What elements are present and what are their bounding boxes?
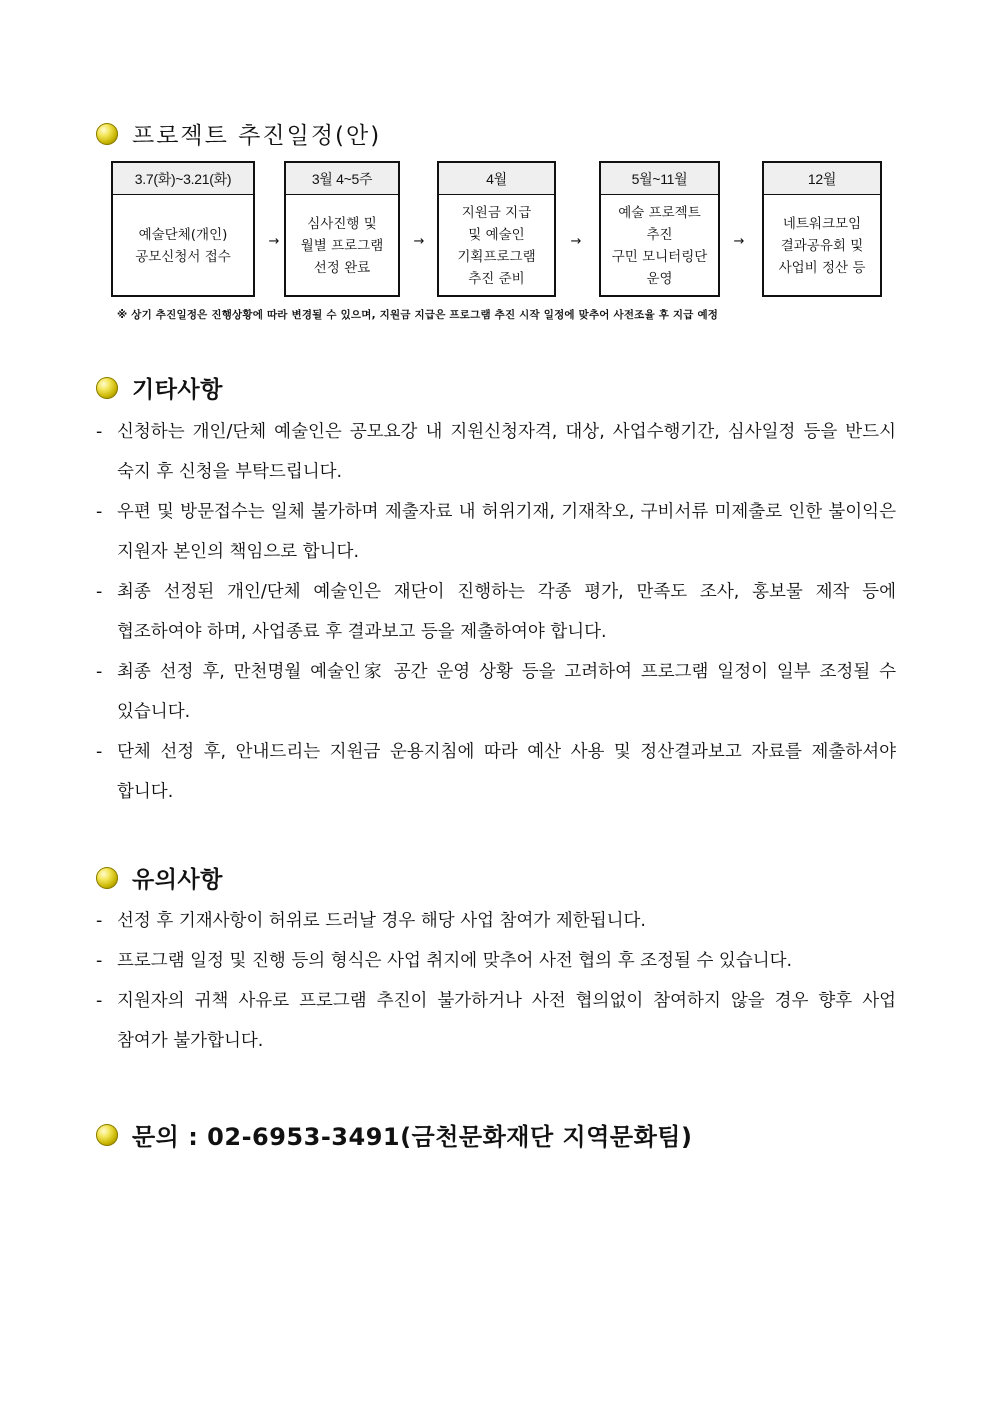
schedule-step-4 [599,161,720,297]
list-item-text: 지원자의 귀책 사유로 프로그램 추진이 불가하거나 사전 협의없이 참여하지 않을 경우 향후 사업 참여가 불가합니다. [117,991,896,1051]
step-description: 예술 프로젝트 추진 구민 모니터링단 운영 [611,204,708,287]
step-description: 지원금 지급 및 예술인 기획프로그램 추진 준비 [457,204,536,287]
list-item-text: 단체 선정 후, 안내드리는 지원금 운용지침에 따라 예산 사용 및 정산결과보고 자료를 제출하셔야 합니다. [117,742,896,802]
step-period: 3.7(화)~3.21(화) [113,163,253,195]
dash-bullet: - [96,742,103,762]
misc-section-header [96,371,223,404]
dash-bullet: - [96,951,103,971]
list-item [96,492,896,572]
caution-heading: 유의사항 [132,867,223,893]
list-item [96,981,896,1061]
arrow-right-icon: → [570,234,582,249]
caution-section-header [96,861,223,894]
list-item-text: 선정 후 기재사항이 허위로 드러날 경우 해당 사업 참여가 제한됩니다. [117,911,646,931]
arrow-right-icon: → [413,234,425,249]
yellow-bullet-icon [96,867,118,889]
list-item-text: 최종 선정 후, 만천명월 예술인家 공간 운영 상황 등을 고려하여 프로그램 일정이 일부 조정될 수 있습니다. [117,662,896,722]
step-period: 4월 [439,163,554,195]
yellow-bullet-icon [96,123,118,145]
dash-bullet: - [96,991,103,1011]
schedule-step-1 [111,161,255,297]
list-item [96,652,896,732]
yellow-bullet-icon [96,377,118,399]
step-description: 심사진행 및 월별 프로그램 선정 완료 [300,215,384,276]
schedule-step-3 [437,161,556,297]
arrow-right-icon: → [268,234,280,249]
step-description: 네트워크모임 결과공유회 및 사업비 정산 등 [778,215,866,276]
yellow-bullet-icon [96,1124,118,1146]
contact-section-header [96,1117,692,1152]
list-item-text: 신청하는 개인/단체 예술인은 공모요강 내 지원신청자격, 대상, 사업수행기간, 심사일정 등을 반드시 숙지 후 신청을 부탁드립니다. [117,422,896,482]
step-period: 5월~11월 [601,163,718,195]
schedule-heading: 프로젝트 추진일정(안) [132,123,382,149]
list-item-text: 프로그램 일정 및 진행 등의 형식은 사업 취지에 맞추어 사전 협의 후 조정될 수 있습니다. [117,951,793,971]
dash-bullet: - [96,502,103,522]
list-item [96,572,896,652]
dash-bullet: - [96,662,103,682]
schedule-section-header [96,117,381,150]
list-item [96,901,896,941]
dash-bullet: - [96,422,103,442]
schedule-step-2 [284,161,400,297]
caution-list [96,901,896,1061]
step-description: 예술단체(개인) 공모신청서 접수 [135,226,231,265]
dash-bullet: - [96,911,103,931]
step-period: 3월 4~5주 [286,163,398,195]
dash-bullet: - [96,582,103,602]
list-item [96,941,896,981]
list-item-text: 최종 선정된 개인/단체 예술인은 재단이 진행하는 각종 평가, 만족도 조사, 홍보물 제작 등에 협조하여야 하며, 사업종료 후 결과보고 등을 제출하여야 합니다. [117,582,896,642]
schedule-note: ※ 상기 추진일정은 진행상황에 따라 변경될 수 있으며, 지원금 지급은 프로그램 추진 시작 일정에 맞추어 사전조율 후 지급 예정 [117,309,719,321]
contact-heading: 문의 : 02-6953-3491(금천문화재단 지역문화팀) [132,1123,693,1151]
step-period: 12월 [764,163,880,195]
misc-heading: 기타사항 [132,377,223,403]
arrow-right-icon: → [733,234,745,249]
list-item-text: 우편 및 방문접수는 일체 불가하며 제출자료 내 허위기재, 기재착오, 구비서류 미제출로 인한 불이익은 지원자 본인의 책임으로 합니다. [117,502,896,562]
schedule-step-5 [762,161,882,297]
list-item [96,412,896,492]
list-item [96,732,896,812]
misc-list [96,412,896,812]
